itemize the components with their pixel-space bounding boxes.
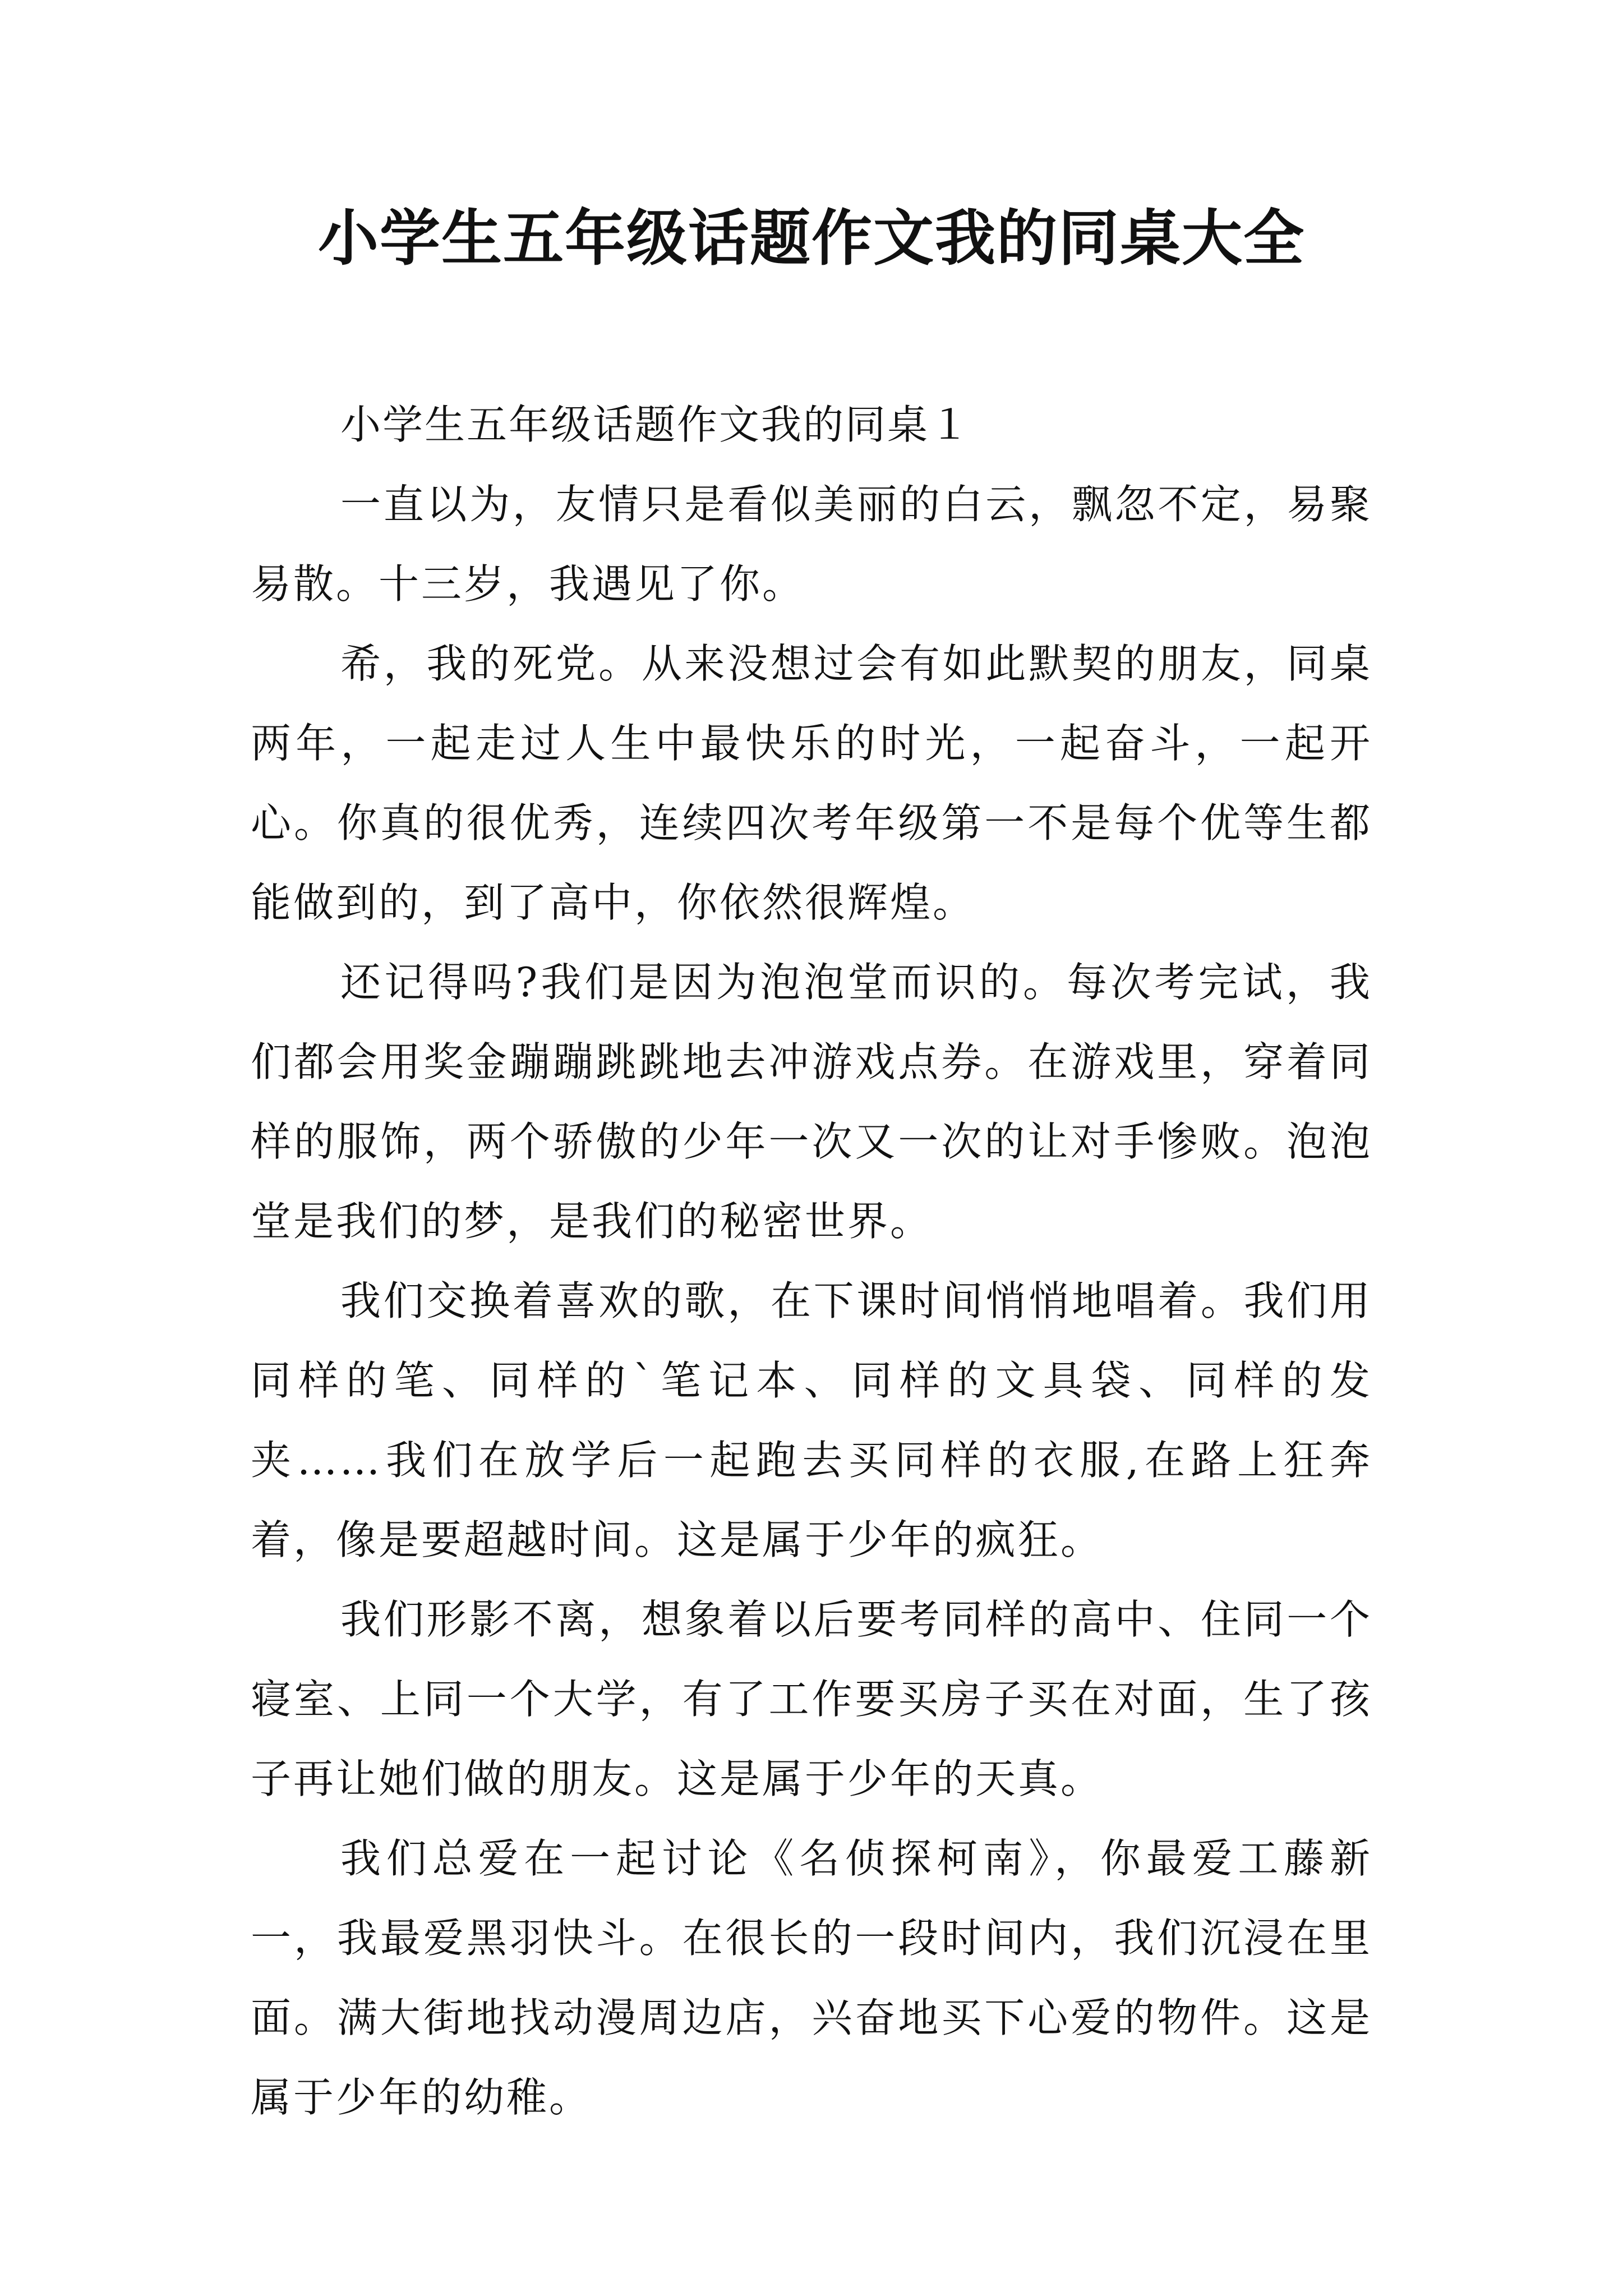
paragraph-1: 一直以为，友情只是看似美丽的白云，飘忽不定，易聚易散。十三岁，我遇见了你。 bbox=[251, 481, 1372, 608]
paragraph-6: 我们总爱在一起讨论《名侦探柯南》，你最爱工藤新一，我最爱黑羽快斗。在很长的一段时间内，我们沉浸在里面。满大街地找动漫周边店，兴奋地买下心爱的物件。这是属于少年的幼稚。 bbox=[251, 1835, 1372, 2121]
section-heading: 小学生五年级话题作文我的同桌１ bbox=[340, 401, 972, 448]
paragraph-3: 还记得吗?我们是因为泡泡堂而识的。每次考完试，我们都会用奖金蹦蹦跳跳地去冲游戏点券。在游戏里，穿着同样的服饰，两个骄傲的少年一次又一次的让对手惨败。泡泡堂是我们的梦，是我们的秘密世界。 bbox=[251, 959, 1372, 1245]
paragraph-4: 我们交换着喜欢的歌，在下课时间悄悄地唱着。我们用同样的笔、同样的`笔记本、同样的文具袋、同样的发夹……我们在放学后一起跑去买同样的衣服,在路上狂奔着，像是要超越时间。这是属于少年的疯狂。 bbox=[251, 1277, 1372, 1563]
paragraph-5: 我们形影不离，想象着以后要考同样的高中、住同一个寝室、上同一个大学，有了工作要买房子买在对面，生了孩子再让她们做的朋友。这是属于少年的天真。 bbox=[251, 1596, 1372, 1802]
document-title: 小学生五年级话题作文我的同桌大全 bbox=[317, 203, 1305, 274]
document-body bbox=[251, 385, 1372, 2137]
paragraph-2: 希，我的死党。从来没想过会有如此默契的朋友，同桌两年，一起走过人生中最快乐的时光，一起奋斗，一起开心。你真的很优秀，连续四次考年级第一不是每个优等生都能做到的，到了高中，你依然很辉煌。 bbox=[251, 640, 1372, 926]
